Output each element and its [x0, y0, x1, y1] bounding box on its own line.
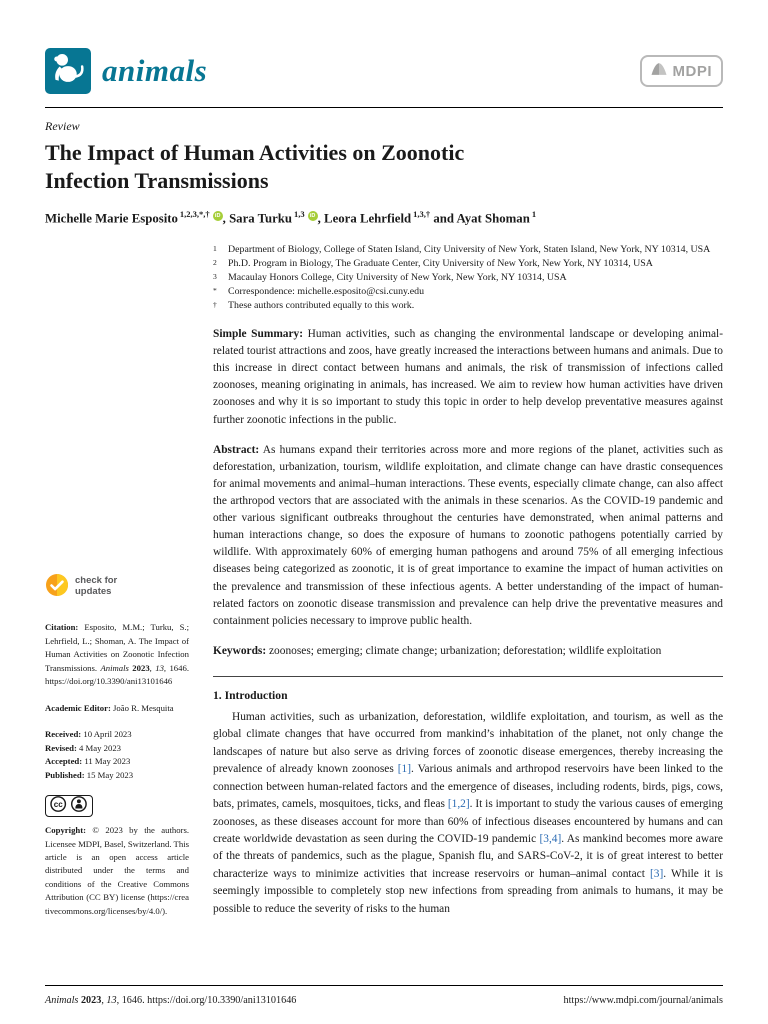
simple-summary-label: Simple Summary:	[213, 328, 304, 341]
journal-logo-box	[45, 48, 91, 94]
academic-editor-label: Academic Editor:	[45, 702, 111, 713]
article-title	[45, 139, 723, 194]
intro-text: . It is important to study the various causes of emerging zoonoses, as these diseases account for more than 60% of infectious diseases encountered by humans and can create worldwide devastation as seen during the COVID-19 pandemic	[213, 798, 723, 846]
date-label: Published:	[45, 769, 85, 780]
footer-volume: 13	[106, 995, 117, 1006]
citation-sep: , 1646.	[163, 662, 189, 673]
journal-name: animals	[102, 53, 208, 88]
author-name: , Sara Turku	[222, 211, 293, 226]
date-row-published	[45, 769, 189, 782]
date-row-received	[45, 728, 189, 741]
affiliation-marker: 1	[213, 243, 217, 253]
citation-block	[45, 621, 189, 688]
citation-ref-1-2[interactable]: [1,2]	[447, 798, 470, 811]
svg-text:cc: cc	[53, 799, 63, 809]
correspondence-prefix: Correspondence:	[228, 285, 298, 297]
affiliation-list	[213, 243, 723, 313]
orcid-icon[interactable]: iD	[308, 211, 318, 221]
intro-text: . While it is seemingly impossible to completely stop new infections from spreading from animals to humans, it may be possible to reduce the severity of risks to the human	[213, 867, 723, 915]
footer-doi-link[interactable]: https://doi.org/10.3390/ani13101646	[147, 995, 297, 1006]
author-affil-sup: 1,3,†	[413, 209, 431, 220]
license-link[interactable]: https://creativecommons.org/licenses/by/4.0/	[45, 892, 189, 916]
date-value: 15 May 2023	[84, 769, 134, 780]
monkey-icon	[48, 49, 88, 94]
badge-line2: updates	[75, 585, 112, 597]
academic-editor-name: João R. Mesquita	[110, 702, 174, 713]
simple-summary-text: Human activities, such as changing the environmental landscape or developing animal-related tourist attractions and zoos, have greatly increased the interactions between humans and animals. Due to this increase in direct contact between humans and animals, the risk of transmission of infections called zoonoses, meaning originating in animals, has increased. We aim to review how human activities have driven zoonoses and why it is so important to study this topic in order to help develop preventative measures against further zoonotic infections in the public.	[213, 328, 724, 426]
cc-by-license-badge[interactable]	[45, 795, 93, 817]
article-body-column	[203, 243, 723, 985]
citation-ref-3[interactable]: [3]	[649, 867, 664, 880]
page-footer	[45, 985, 723, 1006]
citation-volume: 13	[155, 662, 164, 673]
intro-text: . As mankind becomes more aware of the threats of pandemics, such as the plague, Spanish flu, and SARS-CoV-2, it is of great interest to better characterize ways to minimize activities that increase reservoirs or human–animal contact	[213, 833, 723, 880]
copyright-text-end: ).	[162, 905, 168, 916]
abstract-label: Abstract:	[213, 443, 260, 456]
citation-label: Citation:	[45, 622, 79, 633]
copyright-notice	[45, 824, 189, 918]
article-type-label: Review	[45, 119, 80, 133]
academic-editor	[45, 702, 189, 715]
copyright-text: © 2023 by the authors. Licensee MDPI, Basel, Switzerland. This article is an open access article distributed under the terms and conditions of the Creative Commons Attribution (CC BY) license (	[45, 825, 189, 903]
article-dates	[45, 728, 189, 782]
author-affil-sup: 1	[531, 209, 537, 220]
article-title-line2: Infection Transmissions	[45, 167, 269, 193]
section-divider	[213, 676, 723, 677]
simple-summary	[213, 326, 723, 429]
journal-logo	[45, 48, 207, 94]
cc-by-icon	[48, 795, 90, 817]
affiliation-marker: 2	[213, 257, 217, 267]
affiliation-item	[213, 299, 723, 313]
affiliation-item	[213, 271, 723, 285]
header-divider	[45, 107, 723, 108]
orcid-icon[interactable]: iD	[213, 211, 223, 221]
citation-journal: Animals	[100, 662, 129, 673]
check-for-updates-badge[interactable]	[45, 573, 189, 601]
citation-text: Esposito, M.M.; Turku, S.; Lehrfield, L.; Shoman, A. The Impact of Human Activities on Zoonotic Infection Transmissions.	[45, 622, 189, 673]
citation-year: 2023	[128, 662, 150, 673]
date-label: Revised:	[45, 742, 77, 753]
footer-journal: Animals	[45, 995, 79, 1006]
intro-text: Human activities, such as urbanization, deforestation, wildlife exploitation, and tourism, as well as the global climate changes that have occurred from mankind’s inhabitation of the planet, not only change the landscapes of nature but also serve as driving forces of zoonotic disease emergences, thereby increasing the prevalence of already known zoonoses	[213, 710, 723, 776]
footer-sep: ,	[101, 995, 107, 1006]
date-value: 4 May 2023	[76, 742, 122, 753]
date-label: Accepted:	[45, 756, 83, 767]
footer-year: 2023	[78, 995, 102, 1006]
affiliation-text	[228, 285, 723, 299]
affiliation-marker: 3	[213, 271, 217, 281]
affiliation-item	[213, 243, 723, 257]
section-heading-introduction: 1. Introduction	[213, 688, 288, 702]
check-for-updates-label	[75, 576, 117, 598]
article-meta-sidebar	[45, 243, 203, 985]
mdpi-emblem-icon	[649, 61, 669, 82]
affiliation-text: Ph.D. Program in Biology, The Graduate Center, City University of New York, New York, NY 10314, USA	[228, 257, 653, 269]
introduction-paragraph	[213, 709, 723, 918]
affiliation-text: Macaulay Honors College, City University of New York, New York, NY 10314, USA	[228, 271, 567, 283]
mdpi-logo	[640, 55, 724, 87]
badge-line1: check for	[75, 575, 118, 587]
abstract-text: As humans expand their territories across more and more regions of the planet, activities such as deforestation, urbanization, tourism, wildlife exploitation, and climate change can have drastic consequences for animal movements and animal–human interactions. These events, especially climate change, can also affect the arthropod vectors that are associated with the animals in these scenarios. As the COVID-19 pandemic and other various significant outbreaks throughout the centuries have demonstrated, when animal patterns and human interactions change, so does the exposure of humans to zoonotic pathogens potentially carried by wildlife. With approximately 60% of emerging human pathogens and around 75% of all emerging infectious diseases being categorized as zoonotic, it is of great importance to examine the impact of human activities on the prevalence and transmission of these infectious agents. A better understanding of the impact of human-related factors on zoonotic disease transmission and prevalence can help drive the preventative measures and containment policies necessary to improve public health.	[213, 443, 723, 627]
date-value: 11 May 2023	[82, 756, 131, 767]
citation-doi-link[interactable]: https://doi.org/10.3390/ani13101646	[45, 676, 173, 687]
page-header	[45, 48, 723, 94]
content-columns	[45, 243, 723, 985]
article-title-line1: The Impact of Human Activities on Zoonotic	[45, 140, 465, 165]
correspondence-email-link[interactable]: michelle.esposito@csi.cuny.edu	[297, 285, 425, 297]
date-value: 10 April 2023	[81, 729, 132, 740]
date-row-accepted	[45, 755, 189, 768]
affiliation-item	[213, 257, 723, 271]
author-affil-sup: 1,3	[294, 209, 305, 220]
footer-citation	[45, 995, 296, 1006]
author-name: , Leora Lehrfield	[317, 211, 412, 226]
author-affil-sup: 1,2,3,*,†	[179, 209, 210, 220]
footer-journal-url[interactable]: https://www.mdpi.com/journal/animals	[563, 995, 723, 1006]
mdpi-wordmark: MDPI	[672, 63, 712, 80]
affiliation-marker: †	[213, 299, 217, 309]
footer-divider	[45, 985, 723, 986]
abstract	[213, 442, 723, 630]
date-label: Received:	[45, 729, 82, 740]
author-list	[45, 209, 723, 226]
affiliation-text: These authors contributed equally to this work.	[228, 299, 415, 311]
copyright-label: Copyright:	[45, 825, 87, 836]
keywords	[213, 643, 723, 660]
citation-ref-1[interactable]: [1]	[397, 763, 411, 776]
author-name: and Ayat Shoman	[430, 211, 530, 226]
footer-rest: , 1646.	[116, 995, 148, 1006]
author-name: Michelle Marie Esposito	[45, 211, 178, 226]
keywords-label: Keywords:	[213, 644, 267, 657]
citation-sep: ,	[149, 662, 156, 673]
keywords-text: zoonoses; emerging; climate change; urbanization; deforestation; wildlife exploitation	[266, 644, 662, 657]
affiliation-item	[213, 285, 723, 299]
intro-text: . Various animals and arthropod reservoirs have been linked to the connection between human-related factors and the emergence of diseases, including rodents, birds, pigs, cows, bats, primates, camels, mosquitoes, ticks, and fleas	[213, 763, 723, 811]
affiliation-text: Department of Biology, College of Staten Island, City University of New York, Staten Island, New York, NY 10314, USA	[228, 243, 711, 255]
date-row-revised	[45, 742, 189, 755]
citation-ref-3-4[interactable]: [3,4]	[539, 833, 562, 846]
crossmark-icon	[45, 573, 69, 601]
affiliation-marker: *	[213, 285, 217, 295]
